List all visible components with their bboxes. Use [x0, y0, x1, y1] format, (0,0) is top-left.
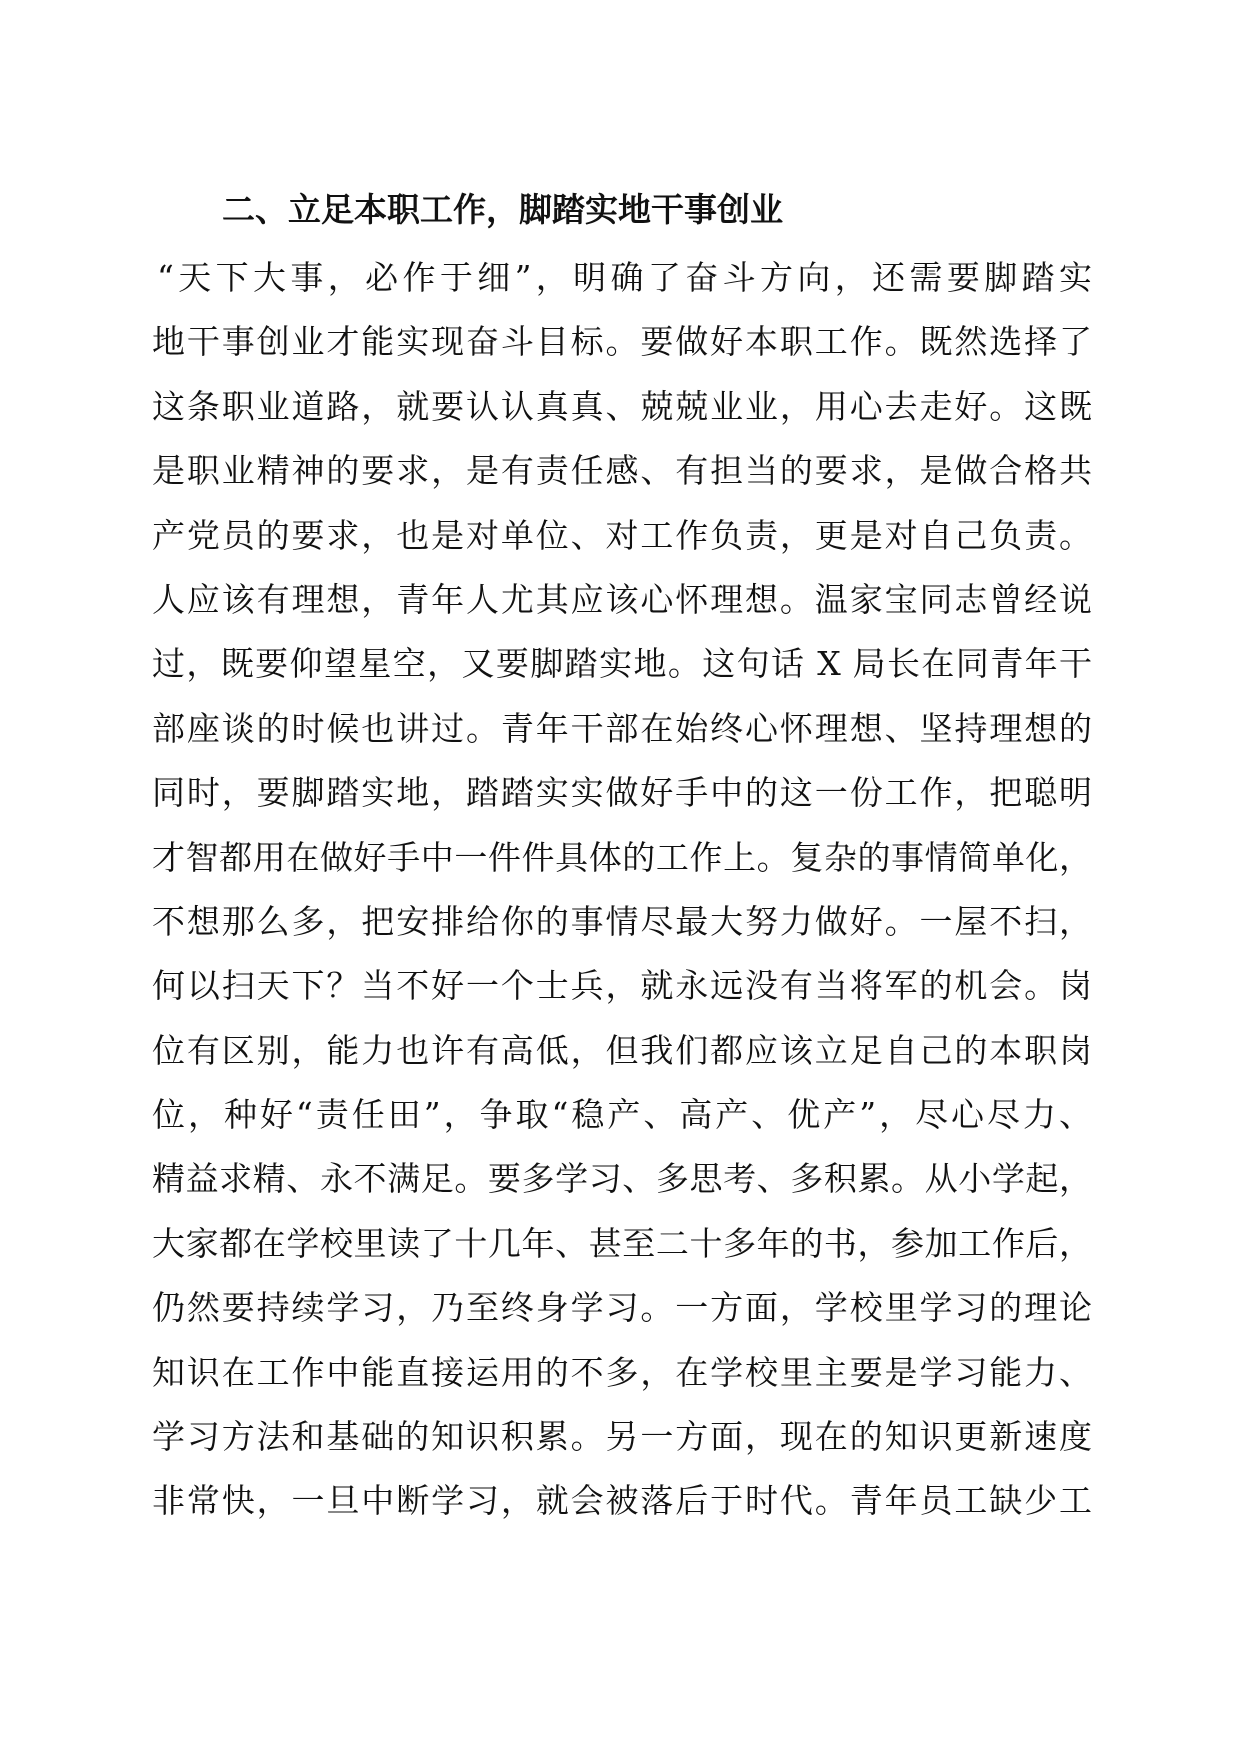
text-line: 是职业精神的要求，是有责任感、有担当的要求，是做合格共 — [152, 451, 1092, 491]
text-line: 知识在工作中能直接运用的不多，在学校里主要是学习能力、 — [152, 1352, 1092, 1392]
text-line: 仍然要持续学习，乃至终身学习。一方面，学校里学习的理论 — [152, 1288, 1092, 1328]
text-line: 位，种好“责任田”，争取“稳产、高产、优产”，尽心尽力、 — [152, 1095, 1092, 1135]
text-line: 地干事创业才能实现奋斗目标。要做好本职工作。既然选择了 — [152, 322, 1092, 362]
text-line: 人应该有理想，青年人尤其应该心怀理想。温家宝同志曾经说 — [152, 579, 1092, 619]
text-line: 何以扫天下？当不好一个士兵，就永远没有当将军的机会。岗 — [152, 966, 1092, 1006]
text-line: 产党员的要求，也是对单位、对工作负责，更是对自己负责。 — [152, 515, 1092, 555]
text-line: 精益求精、永不满足。要多学习、多思考、多积累。从小学起， — [152, 1159, 1092, 1199]
text-line: 部座谈的时候也讲过。青年干部在始终心怀理想、坚持理想的 — [152, 708, 1092, 748]
text-line: 大家都在学校里读了十几年、甚至二十多年的书，参加工作后， — [152, 1223, 1092, 1263]
text-line: 过，既要仰望星空，又要脚踏实地。这句话 X 局长在同青年干 — [152, 644, 1092, 684]
text-line: 这条职业道路，就要认认真真、兢兢业业，用心去走好。这既 — [152, 386, 1092, 426]
text-line: 不想那么多，把安排给你的事情尽最大努力做好。一屋不扫， — [152, 901, 1092, 941]
text-line: 同时，要脚踏实地，踏踏实实做好手中的这一份工作，把聪明 — [152, 773, 1092, 813]
body-text — [152, 246, 1092, 1534]
text-line: 学习方法和基础的知识积累。另一方面，现在的知识更新速度 — [152, 1417, 1092, 1457]
section-heading: 二、立足本职工作，脚踏实地干事创业 — [222, 190, 783, 229]
text-line: 才智都用在做好手中一件件具体的工作上。复杂的事情简单化， — [152, 837, 1092, 877]
text-line: “天下大事，必作于细”，明确了奋斗方向，还需要脚踏实 — [157, 258, 1092, 297]
text-line: 非常快，一旦中断学习，就会被落后于时代。青年员工缺少工 — [152, 1481, 1092, 1521]
text-line: 位有区别，能力也许有高低，但我们都应该立足自己的本职岗 — [152, 1030, 1092, 1070]
